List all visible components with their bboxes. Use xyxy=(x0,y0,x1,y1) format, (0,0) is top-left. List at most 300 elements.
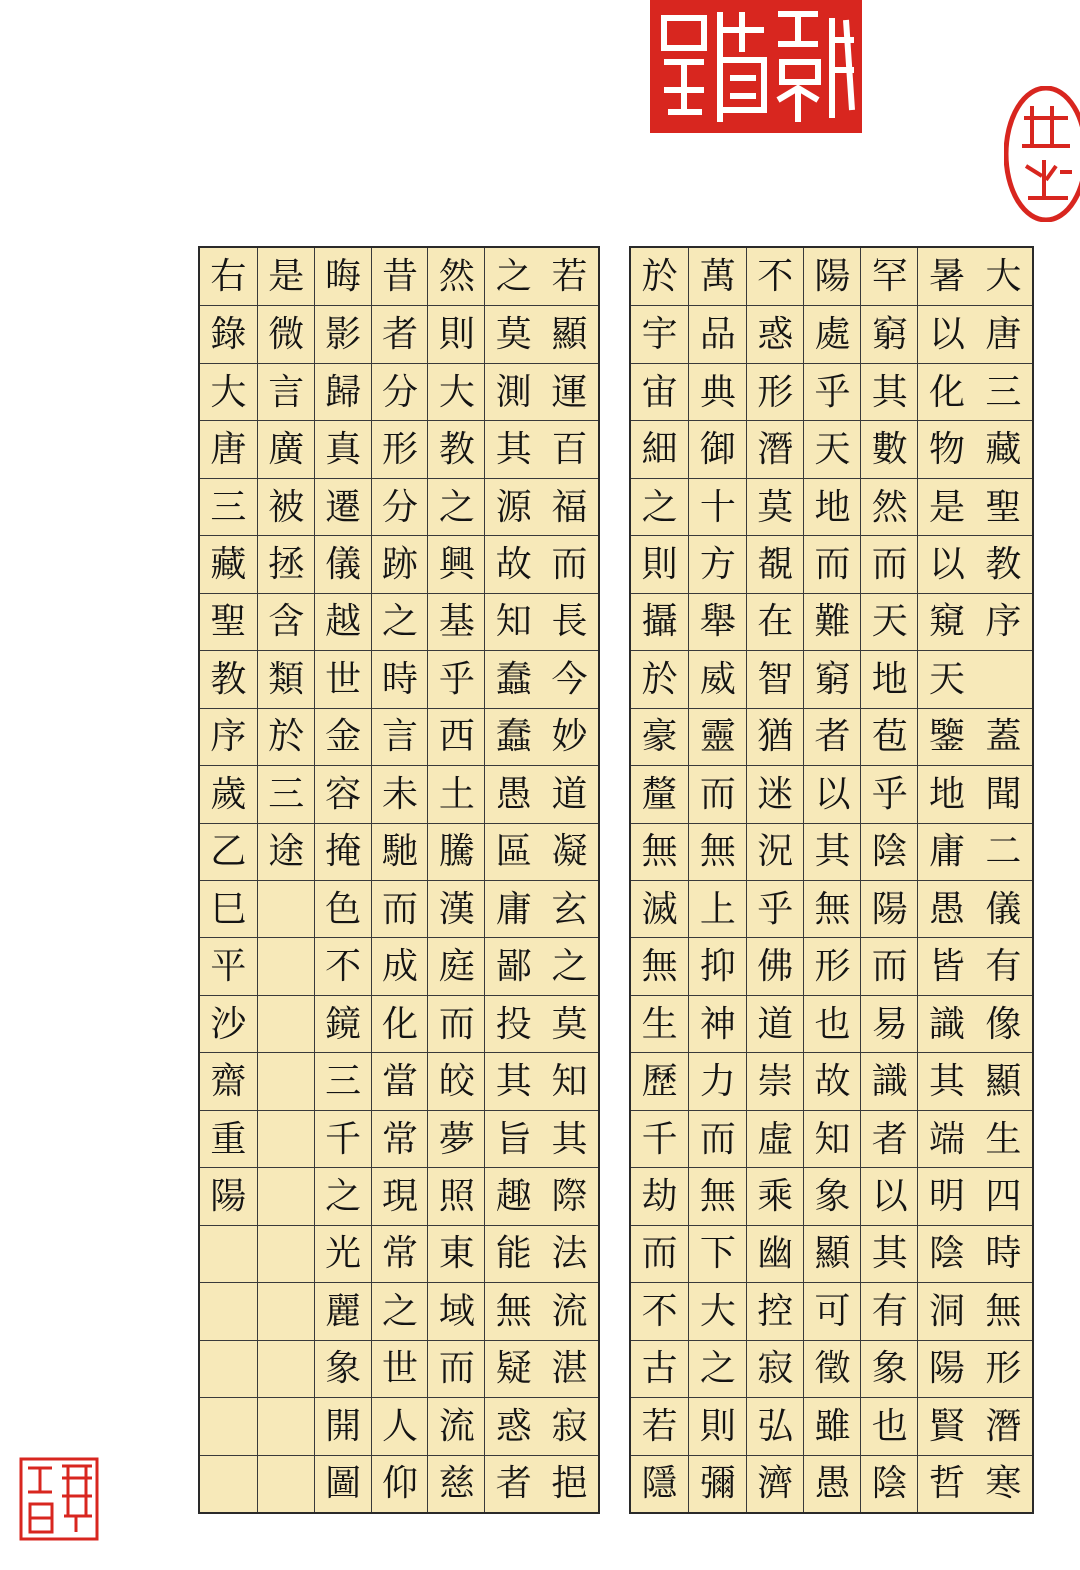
character-cell: 慈 xyxy=(428,1455,485,1513)
character-cell: 三 xyxy=(315,1052,372,1110)
character-cell: 於 xyxy=(258,708,315,766)
character-cell: 含 xyxy=(258,593,315,651)
character-cell: 源 xyxy=(485,478,542,536)
character-cell: 歷 xyxy=(631,1052,688,1110)
character-cell xyxy=(258,1225,315,1283)
character-cell: 錄 xyxy=(200,305,257,363)
character-cell: 測 xyxy=(485,363,542,421)
character-cell: 照 xyxy=(428,1167,485,1225)
character-cell: 儀 xyxy=(975,880,1032,938)
character-cell: 知 xyxy=(541,1052,598,1110)
character-cell: 佛 xyxy=(747,937,804,995)
character-cell: 典 xyxy=(689,363,746,421)
character-cell xyxy=(200,1397,257,1455)
character-cell: 明 xyxy=(918,1167,975,1225)
character-cell: 物 xyxy=(918,420,975,478)
character-cell: 處 xyxy=(804,305,861,363)
character-cell: 況 xyxy=(747,823,804,881)
character-cell: 長 xyxy=(541,593,598,651)
character-cell: 道 xyxy=(541,765,598,823)
character-cell: 陰 xyxy=(861,1455,918,1513)
character-cell: 哲 xyxy=(918,1455,975,1513)
character-cell: 福 xyxy=(541,478,598,536)
character-cell: 莫 xyxy=(541,995,598,1053)
character-cell: 識 xyxy=(861,1052,918,1110)
character-cell: 彌 xyxy=(689,1455,746,1513)
character-cell: 而 xyxy=(861,535,918,593)
character-cell: 聖 xyxy=(200,593,257,651)
side-seal xyxy=(1004,86,1080,222)
character-cell: 晦 xyxy=(325,255,362,297)
character-cell: 莫 xyxy=(485,305,542,363)
character-cell: 被 xyxy=(258,478,315,536)
character-cell: 潛 xyxy=(747,420,804,478)
character-cell: 顯 xyxy=(804,1225,861,1283)
character-cell: 常 xyxy=(372,1110,429,1168)
character-cell: 滅 xyxy=(631,880,688,938)
character-cell: 抑 xyxy=(689,937,746,995)
character-cell: 於 xyxy=(631,650,688,708)
character-cell: 天 xyxy=(804,420,861,478)
character-cell: 潛 xyxy=(975,1397,1032,1455)
character-cell: 世 xyxy=(372,1340,429,1398)
character-cell: 圖 xyxy=(315,1455,372,1513)
character-cell: 成 xyxy=(372,937,429,995)
character-cell: 萬 xyxy=(699,255,736,297)
character-cell: 舉 xyxy=(689,593,746,651)
character-cell: 而 xyxy=(428,995,485,1053)
character-cell: 控 xyxy=(747,1282,804,1340)
character-cell: 生 xyxy=(631,995,688,1053)
character-cell: 歸 xyxy=(315,363,372,421)
character-cell: 漢 xyxy=(428,880,485,938)
character-cell: 也 xyxy=(804,995,861,1053)
character-cell: 則 xyxy=(689,1397,746,1455)
character-cell xyxy=(200,1340,257,1398)
character-cell: 容 xyxy=(315,765,372,823)
text-column xyxy=(860,248,918,1512)
character-cell: 以 xyxy=(918,305,975,363)
character-cell: 金 xyxy=(315,708,372,766)
text-column xyxy=(688,248,746,1512)
character-cell: 有 xyxy=(861,1282,918,1340)
character-cell: 分 xyxy=(372,363,429,421)
character-cell xyxy=(258,1397,315,1455)
character-cell: 拯 xyxy=(258,535,315,593)
bottom-seal xyxy=(18,1456,100,1542)
character-cell: 宙 xyxy=(631,363,688,421)
character-cell: 之 xyxy=(372,593,429,651)
character-cell xyxy=(200,1455,257,1513)
character-cell: 光 xyxy=(315,1225,372,1283)
character-cell: 化 xyxy=(918,363,975,421)
character-cell: 像 xyxy=(975,995,1032,1053)
character-cell: 乎 xyxy=(747,880,804,938)
text-column xyxy=(200,248,257,1512)
character-cell: 化 xyxy=(372,995,429,1053)
character-cell: 而 xyxy=(631,1225,688,1283)
character-cell: 幽 xyxy=(747,1225,804,1283)
character-cell xyxy=(258,995,315,1053)
character-cell xyxy=(258,1340,315,1398)
character-cell: 是 xyxy=(918,478,975,536)
character-cell: 而 xyxy=(428,1340,485,1398)
character-cell: 蠢 xyxy=(485,708,542,766)
left-page xyxy=(198,246,600,1514)
character-cell: 賢 xyxy=(918,1397,975,1455)
character-cell: 區 xyxy=(485,823,542,881)
text-column xyxy=(371,248,429,1512)
character-cell: 窮 xyxy=(861,305,918,363)
character-cell: 象 xyxy=(861,1340,918,1398)
character-cell: 其 xyxy=(804,823,861,881)
character-cell: 皆 xyxy=(918,937,975,995)
character-cell: 然 xyxy=(861,478,918,536)
character-cell: 雖 xyxy=(804,1397,861,1455)
character-cell: 是 xyxy=(268,255,305,297)
character-cell: 大 xyxy=(200,363,257,421)
character-cell: 大 xyxy=(985,255,1022,297)
character-cell: 之 xyxy=(372,1282,429,1340)
character-cell: 途 xyxy=(258,823,315,881)
character-cell: 齋 xyxy=(200,1052,257,1110)
character-cell: 方 xyxy=(689,535,746,593)
character-cell: 無 xyxy=(631,823,688,881)
character-cell: 天 xyxy=(861,593,918,651)
character-cell: 疑 xyxy=(485,1340,542,1398)
character-cell: 其 xyxy=(541,1110,598,1168)
character-cell: 大 xyxy=(428,363,485,421)
character-cell: 其 xyxy=(861,363,918,421)
character-cell: 於 xyxy=(641,255,678,297)
character-cell: 湛 xyxy=(541,1340,598,1398)
character-cell: 故 xyxy=(804,1052,861,1110)
text-column xyxy=(803,248,861,1512)
character-cell: 而 xyxy=(689,765,746,823)
character-cell: 庭 xyxy=(428,937,485,995)
character-cell: 以 xyxy=(918,535,975,593)
character-cell: 西 xyxy=(428,708,485,766)
text-column xyxy=(917,248,975,1512)
character-cell: 者 xyxy=(372,305,429,363)
character-cell: 庸 xyxy=(918,823,975,881)
character-cell: 真 xyxy=(315,420,372,478)
character-cell: 際 xyxy=(541,1167,598,1225)
character-cell: 陰 xyxy=(861,823,918,881)
right-page xyxy=(629,246,1034,1514)
character-cell: 窺 xyxy=(918,593,975,651)
character-cell: 力 xyxy=(689,1052,746,1110)
character-cell: 無 xyxy=(689,823,746,881)
character-cell: 巳 xyxy=(200,880,257,938)
character-cell: 其 xyxy=(485,420,542,478)
character-cell: 虛 xyxy=(747,1110,804,1168)
character-cell: 若 xyxy=(631,1397,688,1455)
character-cell: 莫 xyxy=(747,478,804,536)
character-cell: 凝 xyxy=(541,823,598,881)
character-cell: 昔 xyxy=(381,255,418,297)
character-cell: 其 xyxy=(861,1225,918,1283)
character-cell: 趣 xyxy=(485,1167,542,1225)
character-cell: 天 xyxy=(918,650,975,708)
character-cell: 則 xyxy=(428,305,485,363)
character-cell: 釐 xyxy=(631,765,688,823)
character-cell: 者 xyxy=(804,708,861,766)
character-cell: 乎 xyxy=(804,363,861,421)
character-cell: 皎 xyxy=(428,1052,485,1110)
character-cell: 三 xyxy=(200,478,257,536)
character-cell: 濟 xyxy=(747,1455,804,1513)
character-cell: 無 xyxy=(631,937,688,995)
character-cell: 則 xyxy=(631,535,688,593)
character-cell: 而 xyxy=(804,535,861,593)
character-cell: 形 xyxy=(975,1340,1032,1398)
character-cell: 千 xyxy=(631,1110,688,1168)
character-cell: 麗 xyxy=(315,1282,372,1340)
character-cell: 挹 xyxy=(541,1455,598,1513)
character-cell: 若 xyxy=(551,255,588,297)
character-cell: 廣 xyxy=(258,420,315,478)
character-cell: 鑒 xyxy=(918,708,975,766)
character-cell: 愚 xyxy=(485,765,542,823)
character-cell: 而 xyxy=(372,880,429,938)
character-cell: 色 xyxy=(315,880,372,938)
character-cell: 仰 xyxy=(372,1455,429,1513)
text-column xyxy=(257,248,315,1512)
character-cell: 徵 xyxy=(804,1340,861,1398)
character-cell: 陽 xyxy=(814,255,851,297)
character-cell: 鄙 xyxy=(485,937,542,995)
character-cell: 陰 xyxy=(918,1225,975,1283)
character-cell: 御 xyxy=(689,420,746,478)
character-cell: 形 xyxy=(747,363,804,421)
character-cell: 愚 xyxy=(918,880,975,938)
character-cell: 土 xyxy=(428,765,485,823)
character-cell: 唐 xyxy=(200,420,257,478)
character-cell: 其 xyxy=(485,1052,542,1110)
character-cell: 聞 xyxy=(975,765,1032,823)
character-cell: 其 xyxy=(918,1052,975,1110)
character-cell: 易 xyxy=(861,995,918,1053)
character-cell: 沙 xyxy=(200,995,257,1053)
character-cell: 運 xyxy=(541,363,598,421)
character-cell xyxy=(200,1225,257,1283)
character-cell: 興 xyxy=(428,535,485,593)
character-cell: 寂 xyxy=(541,1397,598,1455)
character-cell: 苞 xyxy=(861,708,918,766)
character-cell: 現 xyxy=(372,1167,429,1225)
character-cell: 古 xyxy=(631,1340,688,1398)
character-cell: 言 xyxy=(372,708,429,766)
character-cell: 神 xyxy=(689,995,746,1053)
character-cell: 細 xyxy=(631,420,688,478)
character-cell: 蓋 xyxy=(975,708,1032,766)
character-cell: 乎 xyxy=(861,765,918,823)
character-cell: 無 xyxy=(689,1167,746,1225)
character-cell: 生 xyxy=(975,1110,1032,1168)
character-cell: 二 xyxy=(975,823,1032,881)
character-cell: 不 xyxy=(315,937,372,995)
character-cell: 藏 xyxy=(975,420,1032,478)
character-cell xyxy=(258,880,315,938)
character-cell: 之 xyxy=(689,1340,746,1398)
character-cell: 遷 xyxy=(315,478,372,536)
character-cell: 重 xyxy=(200,1110,257,1168)
character-cell: 無 xyxy=(975,1282,1032,1340)
character-cell: 教 xyxy=(200,650,257,708)
character-cell: 智 xyxy=(747,650,804,708)
character-cell: 地 xyxy=(804,478,861,536)
character-cell: 能 xyxy=(485,1225,542,1283)
character-cell: 可 xyxy=(804,1282,861,1340)
character-cell: 不 xyxy=(757,255,794,297)
character-cell: 宇 xyxy=(631,305,688,363)
character-cell: 開 xyxy=(315,1397,372,1455)
character-cell: 以 xyxy=(861,1167,918,1225)
character-cell: 大 xyxy=(689,1282,746,1340)
character-cell: 形 xyxy=(372,420,429,478)
text-column xyxy=(975,248,1032,1512)
character-cell: 惑 xyxy=(485,1397,542,1455)
character-cell: 顯 xyxy=(975,1052,1032,1110)
character-cell: 時 xyxy=(975,1225,1032,1283)
character-cell: 越 xyxy=(315,593,372,651)
character-cell: 百 xyxy=(541,420,598,478)
text-column xyxy=(484,248,542,1512)
character-cell xyxy=(200,1282,257,1340)
character-cell: 言 xyxy=(258,363,315,421)
character-cell: 豪 xyxy=(631,708,688,766)
character-cell: 攝 xyxy=(631,593,688,651)
character-cell: 教 xyxy=(428,420,485,478)
character-cell xyxy=(258,1110,315,1168)
character-cell: 象 xyxy=(804,1167,861,1225)
character-cell: 十 xyxy=(689,478,746,536)
character-cell: 當 xyxy=(372,1052,429,1110)
character-cell xyxy=(258,937,315,995)
character-cell: 常 xyxy=(372,1225,429,1283)
character-cell: 崇 xyxy=(747,1052,804,1110)
character-cell: 右 xyxy=(210,255,247,297)
character-cell: 東 xyxy=(428,1225,485,1283)
top-seal xyxy=(650,0,862,133)
character-cell: 陽 xyxy=(200,1167,257,1225)
character-cell xyxy=(258,1282,315,1340)
character-cell: 千 xyxy=(315,1110,372,1168)
character-cell: 聖 xyxy=(975,478,1032,536)
character-cell: 者 xyxy=(485,1455,542,1513)
character-cell xyxy=(258,1052,315,1110)
character-cell: 分 xyxy=(372,478,429,536)
character-cell: 時 xyxy=(372,650,429,708)
character-cell: 妙 xyxy=(541,708,598,766)
character-cell: 歲 xyxy=(200,765,257,823)
character-cell: 夢 xyxy=(428,1110,485,1168)
character-cell: 乘 xyxy=(747,1167,804,1225)
character-cell: 不 xyxy=(631,1282,688,1340)
character-cell: 有 xyxy=(975,937,1032,995)
character-cell: 上 xyxy=(689,880,746,938)
character-cell: 寒 xyxy=(975,1455,1032,1513)
character-cell: 猶 xyxy=(747,708,804,766)
character-cell: 乙 xyxy=(200,823,257,881)
character-cell: 四 xyxy=(975,1167,1032,1225)
character-cell: 而 xyxy=(861,937,918,995)
character-cell: 迷 xyxy=(747,765,804,823)
character-cell: 儀 xyxy=(315,535,372,593)
character-cell: 教 xyxy=(975,535,1032,593)
character-cell: 流 xyxy=(541,1282,598,1340)
character-cell: 下 xyxy=(689,1225,746,1283)
character-cell: 平 xyxy=(200,937,257,995)
character-cell: 跡 xyxy=(372,535,429,593)
character-cell: 故 xyxy=(485,535,542,593)
character-cell: 法 xyxy=(541,1225,598,1283)
character-cell: 世 xyxy=(315,650,372,708)
character-cell: 序 xyxy=(200,708,257,766)
character-cell: 而 xyxy=(541,535,598,593)
character-cell: 蠢 xyxy=(485,650,542,708)
character-cell: 未 xyxy=(372,765,429,823)
character-cell: 無 xyxy=(804,880,861,938)
character-cell: 無 xyxy=(485,1282,542,1340)
character-cell: 靈 xyxy=(689,708,746,766)
character-cell: 之 xyxy=(428,478,485,536)
character-cell: 旨 xyxy=(485,1110,542,1168)
character-cell: 品 xyxy=(689,305,746,363)
character-cell xyxy=(975,650,1032,708)
text-column xyxy=(746,248,804,1512)
character-cell: 者 xyxy=(861,1110,918,1168)
text-column xyxy=(427,248,485,1512)
character-cell xyxy=(258,1455,315,1513)
character-cell: 人 xyxy=(372,1397,429,1455)
character-cell: 流 xyxy=(428,1397,485,1455)
character-cell: 地 xyxy=(918,765,975,823)
character-cell: 窮 xyxy=(804,650,861,708)
character-cell: 馳 xyxy=(372,823,429,881)
character-cell: 以 xyxy=(804,765,861,823)
character-cell: 知 xyxy=(485,593,542,651)
character-cell: 洞 xyxy=(918,1282,975,1340)
character-cell: 陽 xyxy=(861,880,918,938)
character-cell: 域 xyxy=(428,1282,485,1340)
text-column xyxy=(314,248,372,1512)
character-cell: 庸 xyxy=(485,880,542,938)
character-cell: 基 xyxy=(428,593,485,651)
character-cell: 騰 xyxy=(428,823,485,881)
character-cell: 劫 xyxy=(631,1167,688,1225)
text-column xyxy=(541,248,598,1512)
character-cell: 地 xyxy=(861,650,918,708)
character-cell: 鏡 xyxy=(315,995,372,1053)
character-cell: 陽 xyxy=(918,1340,975,1398)
character-cell: 類 xyxy=(258,650,315,708)
character-cell: 之 xyxy=(541,937,598,995)
character-cell: 在 xyxy=(747,593,804,651)
character-cell: 寂 xyxy=(747,1340,804,1398)
character-cell: 三 xyxy=(975,363,1032,421)
character-cell: 覩 xyxy=(747,535,804,593)
character-cell: 端 xyxy=(918,1110,975,1168)
character-cell: 識 xyxy=(918,995,975,1053)
character-cell: 影 xyxy=(315,305,372,363)
character-cell: 之 xyxy=(495,255,532,297)
character-cell: 道 xyxy=(747,995,804,1053)
text-column xyxy=(631,248,688,1512)
character-cell: 難 xyxy=(804,593,861,651)
character-cell: 之 xyxy=(315,1167,372,1225)
